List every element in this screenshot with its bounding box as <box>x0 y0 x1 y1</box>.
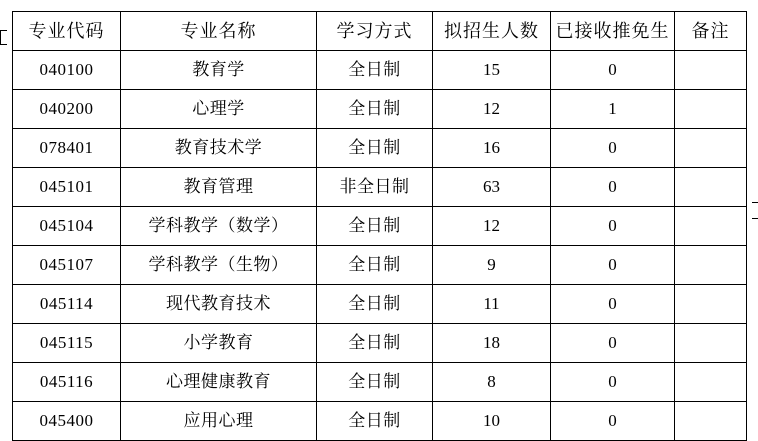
cell-major-name: 现代教育技术 <box>121 285 317 324</box>
cell-major-name: 教育管理 <box>121 168 317 207</box>
table-row <box>13 363 747 402</box>
cell-major-code: 078401 <box>13 129 121 168</box>
cell-study-mode: 全日制 <box>317 246 433 285</box>
cell-major-name: 心理学 <box>121 90 317 129</box>
cell-planned-enrollment: 10 <box>433 402 551 441</box>
cell-planned-enrollment: 16 <box>433 129 551 168</box>
cell-study-mode: 全日制 <box>317 324 433 363</box>
table-header-row <box>13 12 747 51</box>
table-row <box>13 90 747 129</box>
column-header-remarks: 备注 <box>675 12 747 51</box>
cell-planned-enrollment: 63 <box>433 168 551 207</box>
table-row <box>13 51 747 90</box>
table-header <box>13 12 747 51</box>
cell-major-name: 教育技术学 <box>121 129 317 168</box>
table-row <box>13 324 747 363</box>
cell-remarks <box>675 51 747 90</box>
table-row <box>13 246 747 285</box>
cell-planned-enrollment: 15 <box>433 51 551 90</box>
page-edge-mark-right <box>752 202 758 219</box>
cell-major-code: 045400 <box>13 402 121 441</box>
cell-recommended-accepted: 0 <box>551 285 675 324</box>
cell-major-code: 045107 <box>13 246 121 285</box>
table-row <box>13 129 747 168</box>
cell-major-code: 045116 <box>13 363 121 402</box>
cell-major-code: 040100 <box>13 51 121 90</box>
cell-recommended-accepted: 0 <box>551 402 675 441</box>
cell-study-mode: 全日制 <box>317 51 433 90</box>
cell-planned-enrollment: 18 <box>433 324 551 363</box>
cell-major-name: 心理健康教育 <box>121 363 317 402</box>
cell-remarks <box>675 285 747 324</box>
cell-recommended-accepted: 1 <box>551 90 675 129</box>
cell-major-code: 045101 <box>13 168 121 207</box>
table-row <box>13 285 747 324</box>
cell-major-name: 学科教学（生物） <box>121 246 317 285</box>
majors-table <box>12 11 747 441</box>
cell-study-mode: 全日制 <box>317 402 433 441</box>
cell-remarks <box>675 207 747 246</box>
cell-recommended-accepted: 0 <box>551 246 675 285</box>
cell-remarks <box>675 90 747 129</box>
cell-remarks <box>675 324 747 363</box>
page-edge-mark-left <box>0 30 7 45</box>
cell-planned-enrollment: 9 <box>433 246 551 285</box>
cell-major-name: 应用心理 <box>121 402 317 441</box>
cell-recommended-accepted: 0 <box>551 168 675 207</box>
table-row <box>13 402 747 441</box>
cell-study-mode: 非全日制 <box>317 168 433 207</box>
cell-remarks <box>675 246 747 285</box>
cell-planned-enrollment: 12 <box>433 207 551 246</box>
table-row <box>13 207 747 246</box>
table-body <box>13 51 747 441</box>
cell-study-mode: 全日制 <box>317 285 433 324</box>
cell-recommended-accepted: 0 <box>551 324 675 363</box>
cell-remarks <box>675 402 747 441</box>
cell-planned-enrollment: 11 <box>433 285 551 324</box>
cell-remarks <box>675 129 747 168</box>
cell-major-name: 教育学 <box>121 51 317 90</box>
cell-remarks <box>675 168 747 207</box>
cell-study-mode: 全日制 <box>317 90 433 129</box>
column-header-major-code: 专业代码 <box>13 12 121 51</box>
cell-major-code: 045104 <box>13 207 121 246</box>
cell-recommended-accepted: 0 <box>551 129 675 168</box>
cell-study-mode: 全日制 <box>317 207 433 246</box>
cell-recommended-accepted: 0 <box>551 207 675 246</box>
cell-major-name: 小学教育 <box>121 324 317 363</box>
column-header-study-mode: 学习方式 <box>317 12 433 51</box>
cell-major-code: 045114 <box>13 285 121 324</box>
cell-study-mode: 全日制 <box>317 129 433 168</box>
cell-major-code: 045115 <box>13 324 121 363</box>
column-header-planned-enrollment: 拟招生人数 <box>433 12 551 51</box>
cell-recommended-accepted: 0 <box>551 51 675 90</box>
cell-study-mode: 全日制 <box>317 363 433 402</box>
column-header-recommended-accepted: 已接收推免生 <box>551 12 675 51</box>
cell-planned-enrollment: 12 <box>433 90 551 129</box>
cell-planned-enrollment: 8 <box>433 363 551 402</box>
column-header-major-name: 专业名称 <box>121 12 317 51</box>
cell-recommended-accepted: 0 <box>551 363 675 402</box>
cell-remarks <box>675 363 747 402</box>
cell-major-code: 040200 <box>13 90 121 129</box>
cell-major-name: 学科教学（数学） <box>121 207 317 246</box>
table-row <box>13 168 747 207</box>
